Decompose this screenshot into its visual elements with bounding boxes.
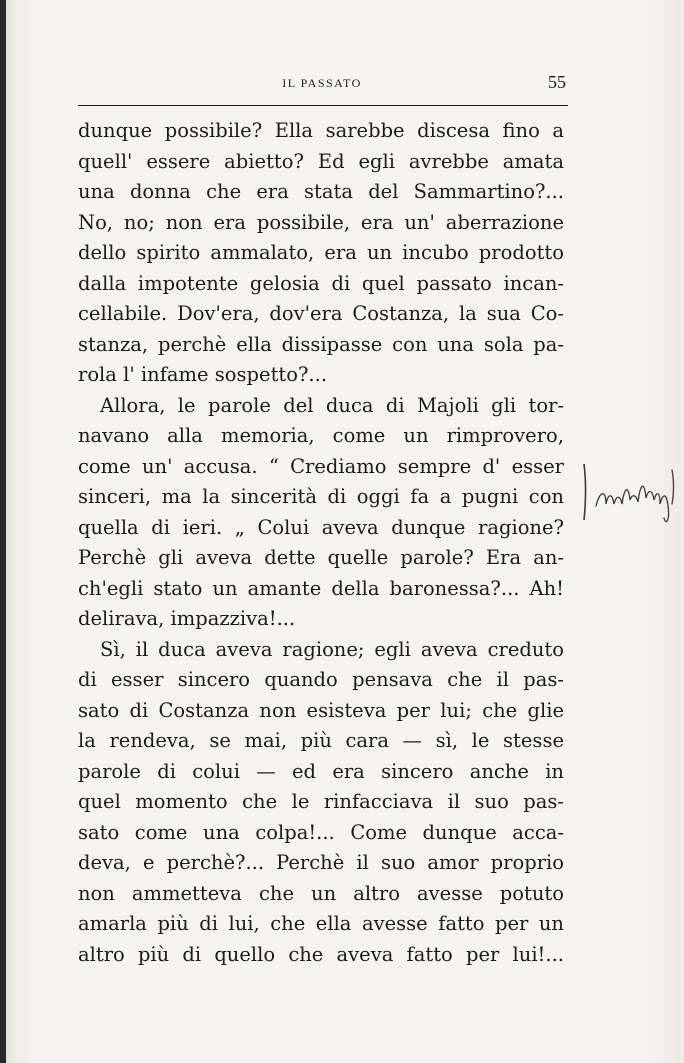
text-line: cellabile. Dov'era, dov'era Costanza, la sua Co- xyxy=(78,302,564,325)
text-line: la rendeva, se mai, più cara — sì, le stesse xyxy=(78,729,564,752)
text-line: dunque possibile? Ella sarebbe discesa fino a xyxy=(78,119,564,142)
text-line: non ammetteva che un altro avesse potuto xyxy=(78,881,564,905)
text-line: Allora, le parole del duca di Majoli gli tor- xyxy=(100,393,564,417)
text-line: una donna che era stata del Sammartino?... xyxy=(78,180,564,203)
text-line: rola l' infame sospetto?... xyxy=(78,363,328,386)
text-line: deva, e perchè?... Perchè il suo amor proprio xyxy=(78,851,564,874)
text-line: ch'egli stato un amante della baronessa?... Ah! xyxy=(78,576,564,600)
running-title: IL PASSATO xyxy=(282,76,362,90)
text-line: dello spirito ammalato, era un incubo prodotto xyxy=(78,241,564,264)
text-line: Sì, il duca aveva ragione; egli aveva creduto xyxy=(100,637,564,661)
margin-bracket xyxy=(584,464,586,520)
page-number: 55 xyxy=(548,72,566,92)
text-line: come un' accusa. “ Crediamo sempre d' esser xyxy=(78,454,564,478)
text-line: quella di ieri. „ Colui aveva dunque ragione? xyxy=(78,515,564,539)
text-line: delirava, impazziva!... xyxy=(78,607,296,630)
text-line: quel momento che le rinfacciava il suo pas- xyxy=(78,790,564,813)
text-line: sato di Costanza non esisteva per lui; che glie xyxy=(78,698,564,722)
text-line: quell' essere abietto? Ed egli avrebbe amata xyxy=(78,149,564,173)
text-line: navano alla memoria, come un rimprovero, xyxy=(78,424,564,447)
handwriting-scribble xyxy=(596,470,674,522)
text-line: stanza, perchè ella dissipasse con una sola pa- xyxy=(78,332,564,356)
page-header xyxy=(78,72,566,98)
text-line: parole di colui — ed era sincero anche in xyxy=(78,759,564,783)
text-line: sinceri, ma la sincerità di oggi fa a pugni con xyxy=(78,485,564,508)
text-line: altro più di quello che aveva fatto per lui!... xyxy=(78,942,564,966)
text-line: Perchè gli aveva dette quelle parole? Era an- xyxy=(78,546,564,569)
binding-edge xyxy=(0,0,6,1063)
header-rule xyxy=(78,105,568,106)
handwritten-margin-note xyxy=(580,460,684,530)
text-line: No, no; non era possibile, era un' aberrazione xyxy=(78,210,564,234)
text-line: sato come una colpa!... Come dunque acca- xyxy=(78,820,564,844)
body-text xyxy=(78,116,564,970)
text-line: amarla più di lui, che ella avesse fatto per un xyxy=(78,912,564,935)
text-line: di esser sincero quando pensava che il pas- xyxy=(78,668,564,691)
text-line: dalla impotente gelosia di quel passato incan- xyxy=(78,271,564,295)
